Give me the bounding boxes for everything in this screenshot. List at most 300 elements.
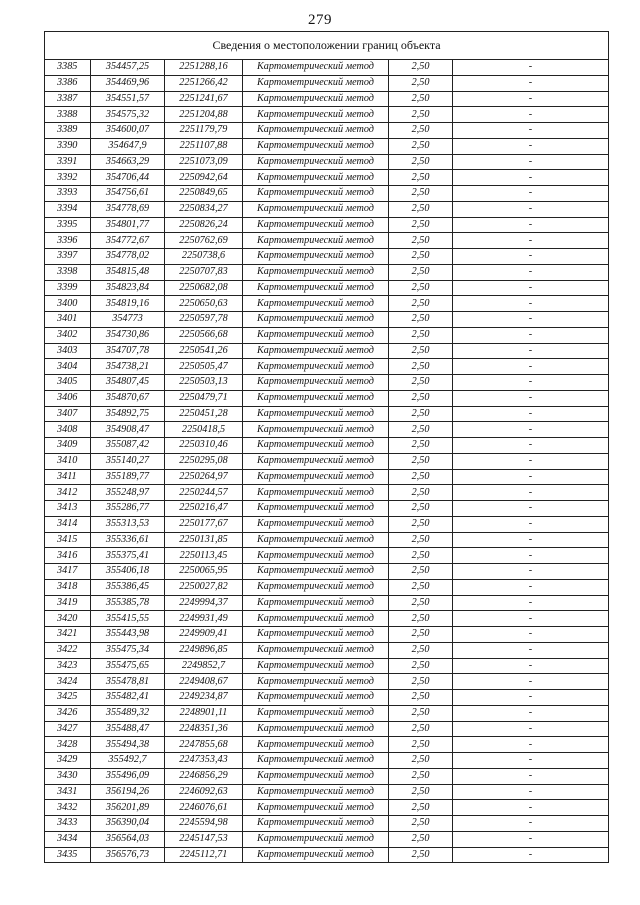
description-cell: -: [453, 107, 609, 123]
method-cell: Картометрический метод: [243, 249, 389, 265]
method-cell: Картометрический метод: [243, 280, 389, 296]
coord-x-cell: 354778,69: [91, 201, 165, 217]
table-row: [45, 579, 609, 595]
accuracy-cell: 2,50: [389, 60, 453, 76]
coord-y-cell: 2250597,78: [165, 312, 243, 328]
coord-y-cell: 2249234,87: [165, 690, 243, 706]
table-row: [45, 343, 609, 359]
method-cell: Картометрический метод: [243, 406, 389, 422]
accuracy-cell: 2,50: [389, 721, 453, 737]
table-row: [45, 642, 609, 658]
accuracy-cell: 2,50: [389, 800, 453, 816]
description-cell: -: [453, 784, 609, 800]
accuracy-cell: 2,50: [389, 359, 453, 375]
coord-y-cell: 2246076,61: [165, 800, 243, 816]
table-row: [45, 501, 609, 517]
method-cell: Картометрический метод: [243, 154, 389, 170]
point-number-cell: 3433: [45, 816, 91, 832]
accuracy-cell: 2,50: [389, 438, 453, 454]
table-row: [45, 75, 609, 91]
point-number-cell: 3411: [45, 469, 91, 485]
point-number-cell: 3410: [45, 453, 91, 469]
coord-x-cell: 354815,48: [91, 264, 165, 280]
point-number-cell: 3434: [45, 831, 91, 847]
point-number-cell: 3385: [45, 60, 91, 76]
accuracy-cell: 2,50: [389, 233, 453, 249]
accuracy-cell: 2,50: [389, 264, 453, 280]
accuracy-cell: 2,50: [389, 249, 453, 265]
coord-y-cell: 2250244,57: [165, 485, 243, 501]
point-number-cell: 3431: [45, 784, 91, 800]
description-cell: -: [453, 280, 609, 296]
accuracy-cell: 2,50: [389, 280, 453, 296]
point-number-cell: 3420: [45, 611, 91, 627]
method-cell: Картометрический метод: [243, 438, 389, 454]
coord-x-cell: 356564,03: [91, 831, 165, 847]
point-number-cell: 3402: [45, 327, 91, 343]
method-cell: Картометрический метод: [243, 485, 389, 501]
point-number-cell: 3386: [45, 75, 91, 91]
method-cell: Картометрический метод: [243, 107, 389, 123]
table-row: [45, 831, 609, 847]
coord-y-cell: 2250065,95: [165, 564, 243, 580]
description-cell: -: [453, 359, 609, 375]
point-number-cell: 3393: [45, 186, 91, 202]
method-cell: Картометрический метод: [243, 642, 389, 658]
point-number-cell: 3412: [45, 485, 91, 501]
table-row: [45, 438, 609, 454]
accuracy-cell: 2,50: [389, 453, 453, 469]
coord-y-cell: 2249896,85: [165, 642, 243, 658]
point-number-cell: 3397: [45, 249, 91, 265]
table-row: [45, 138, 609, 154]
description-cell: -: [453, 138, 609, 154]
point-number-cell: 3435: [45, 847, 91, 863]
method-cell: Картометрический метод: [243, 611, 389, 627]
table-row: [45, 721, 609, 737]
coord-y-cell: 2250505,47: [165, 359, 243, 375]
description-cell: -: [453, 753, 609, 769]
coord-y-cell: 2250264,97: [165, 469, 243, 485]
accuracy-cell: 2,50: [389, 375, 453, 391]
method-cell: Картометрический метод: [243, 564, 389, 580]
description-cell: -: [453, 737, 609, 753]
coord-y-cell: 2250738,6: [165, 249, 243, 265]
coordinates-table-container: [44, 31, 608, 863]
point-number-cell: 3404: [45, 359, 91, 375]
coord-y-cell: 2247855,68: [165, 737, 243, 753]
coord-x-cell: 354908,47: [91, 422, 165, 438]
description-cell: -: [453, 595, 609, 611]
method-cell: Картометрический метод: [243, 422, 389, 438]
accuracy-cell: 2,50: [389, 138, 453, 154]
table-row: [45, 359, 609, 375]
table-row: [45, 800, 609, 816]
coord-y-cell: 2248901,11: [165, 705, 243, 721]
coord-y-cell: 2249931,49: [165, 611, 243, 627]
coord-y-cell: 2250479,71: [165, 390, 243, 406]
coord-x-cell: 354575,32: [91, 107, 165, 123]
description-cell: -: [453, 217, 609, 233]
table-row: [45, 658, 609, 674]
point-number-cell: 3388: [45, 107, 91, 123]
accuracy-cell: 2,50: [389, 674, 453, 690]
accuracy-cell: 2,50: [389, 485, 453, 501]
table-row: [45, 312, 609, 328]
table-row: [45, 784, 609, 800]
point-number-cell: 3415: [45, 532, 91, 548]
coord-x-cell: 355478,81: [91, 674, 165, 690]
description-cell: -: [453, 611, 609, 627]
coord-x-cell: 354600,07: [91, 123, 165, 139]
description-cell: -: [453, 296, 609, 312]
point-number-cell: 3432: [45, 800, 91, 816]
method-cell: Картометрический метод: [243, 201, 389, 217]
table-row: [45, 170, 609, 186]
coord-x-cell: 355286,77: [91, 501, 165, 517]
method-cell: Картометрический метод: [243, 548, 389, 564]
description-cell: -: [453, 642, 609, 658]
method-cell: Картометрический метод: [243, 469, 389, 485]
coord-y-cell: 2249909,41: [165, 627, 243, 643]
method-cell: Картометрический метод: [243, 847, 389, 863]
method-cell: Картометрический метод: [243, 753, 389, 769]
accuracy-cell: 2,50: [389, 75, 453, 91]
accuracy-cell: 2,50: [389, 343, 453, 359]
point-number-cell: 3428: [45, 737, 91, 753]
accuracy-cell: 2,50: [389, 107, 453, 123]
coord-x-cell: 355475,65: [91, 658, 165, 674]
accuracy-cell: 2,50: [389, 595, 453, 611]
coord-y-cell: 2245147,53: [165, 831, 243, 847]
point-number-cell: 3424: [45, 674, 91, 690]
coord-x-cell: 356201,89: [91, 800, 165, 816]
accuracy-cell: 2,50: [389, 516, 453, 532]
method-cell: Картометрический метод: [243, 674, 389, 690]
table-row: [45, 233, 609, 249]
point-number-cell: 3413: [45, 501, 91, 517]
coord-x-cell: 354807,45: [91, 375, 165, 391]
table-row: [45, 249, 609, 265]
method-cell: Картометрический метод: [243, 123, 389, 139]
accuracy-cell: 2,50: [389, 406, 453, 422]
table-row: [45, 847, 609, 863]
point-number-cell: 3394: [45, 201, 91, 217]
method-cell: Картометрический метод: [243, 831, 389, 847]
coord-x-cell: 356194,26: [91, 784, 165, 800]
coord-x-cell: 355482,41: [91, 690, 165, 706]
table-row: [45, 548, 609, 564]
description-cell: -: [453, 548, 609, 564]
coord-x-cell: 355488,47: [91, 721, 165, 737]
table-row: [45, 264, 609, 280]
description-cell: -: [453, 75, 609, 91]
coord-x-cell: 355443,98: [91, 627, 165, 643]
method-cell: Картометрический метод: [243, 595, 389, 611]
coord-y-cell: 2250503,13: [165, 375, 243, 391]
point-number-cell: 3427: [45, 721, 91, 737]
method-cell: Картометрический метод: [243, 233, 389, 249]
method-cell: Картометрический метод: [243, 138, 389, 154]
point-number-cell: 3396: [45, 233, 91, 249]
coord-y-cell: 2250566,68: [165, 327, 243, 343]
description-cell: -: [453, 438, 609, 454]
coord-y-cell: 2250295,08: [165, 453, 243, 469]
point-number-cell: 3398: [45, 264, 91, 280]
description-cell: -: [453, 406, 609, 422]
accuracy-cell: 2,50: [389, 564, 453, 580]
accuracy-cell: 2,50: [389, 831, 453, 847]
table-row: [45, 516, 609, 532]
coord-x-cell: 354773: [91, 312, 165, 328]
coord-y-cell: 2250216,47: [165, 501, 243, 517]
description-cell: -: [453, 186, 609, 202]
accuracy-cell: 2,50: [389, 816, 453, 832]
point-number-cell: 3408: [45, 422, 91, 438]
accuracy-cell: 2,50: [389, 532, 453, 548]
table-row: [45, 611, 609, 627]
point-number-cell: 3418: [45, 579, 91, 595]
point-number-cell: 3409: [45, 438, 91, 454]
point-number-cell: 3429: [45, 753, 91, 769]
coord-x-cell: 354647,9: [91, 138, 165, 154]
table-row: [45, 532, 609, 548]
method-cell: Картометрический метод: [243, 784, 389, 800]
method-cell: Картометрический метод: [243, 375, 389, 391]
coord-x-cell: 354706,44: [91, 170, 165, 186]
method-cell: Картометрический метод: [243, 516, 389, 532]
table-row: [45, 201, 609, 217]
coord-y-cell: 2246856,29: [165, 768, 243, 784]
coord-y-cell: 2248351,36: [165, 721, 243, 737]
table-row: [45, 186, 609, 202]
coord-x-cell: 355475,34: [91, 642, 165, 658]
description-cell: -: [453, 674, 609, 690]
accuracy-cell: 2,50: [389, 753, 453, 769]
accuracy-cell: 2,50: [389, 611, 453, 627]
point-number-cell: 3392: [45, 170, 91, 186]
point-number-cell: 3391: [45, 154, 91, 170]
coord-x-cell: 355087,42: [91, 438, 165, 454]
description-cell: -: [453, 579, 609, 595]
coord-y-cell: 2250451,28: [165, 406, 243, 422]
coord-y-cell: 2246092,63: [165, 784, 243, 800]
coord-x-cell: 354738,21: [91, 359, 165, 375]
accuracy-cell: 2,50: [389, 469, 453, 485]
accuracy-cell: 2,50: [389, 705, 453, 721]
description-cell: -: [453, 233, 609, 249]
coord-y-cell: 2250131,85: [165, 532, 243, 548]
method-cell: Картометрический метод: [243, 501, 389, 517]
coord-x-cell: 355336,61: [91, 532, 165, 548]
coord-y-cell: 2250027,82: [165, 579, 243, 595]
coord-y-cell: 2250113,45: [165, 548, 243, 564]
method-cell: Картометрический метод: [243, 800, 389, 816]
coord-y-cell: 2250707,83: [165, 264, 243, 280]
accuracy-cell: 2,50: [389, 312, 453, 328]
method-cell: Картометрический метод: [243, 390, 389, 406]
table-row: [45, 485, 609, 501]
coord-x-cell: 354663,29: [91, 154, 165, 170]
coord-x-cell: 354756,61: [91, 186, 165, 202]
table-row: [45, 674, 609, 690]
coordinates-table: [44, 31, 609, 863]
point-number-cell: 3387: [45, 91, 91, 107]
coord-x-cell: 354707,78: [91, 343, 165, 359]
description-cell: -: [453, 60, 609, 76]
table-row: [45, 453, 609, 469]
method-cell: Картометрический метод: [243, 768, 389, 784]
coord-y-cell: 2251179,79: [165, 123, 243, 139]
coord-y-cell: 2250418,5: [165, 422, 243, 438]
coord-y-cell: 2245112,71: [165, 847, 243, 863]
point-number-cell: 3390: [45, 138, 91, 154]
point-number-cell: 3400: [45, 296, 91, 312]
coord-y-cell: 2250849,65: [165, 186, 243, 202]
coord-x-cell: 355386,45: [91, 579, 165, 595]
description-cell: -: [453, 390, 609, 406]
table-row: [45, 737, 609, 753]
accuracy-cell: 2,50: [389, 737, 453, 753]
description-cell: -: [453, 453, 609, 469]
point-number-cell: 3422: [45, 642, 91, 658]
method-cell: Картометрический метод: [243, 453, 389, 469]
coord-x-cell: 354823,84: [91, 280, 165, 296]
coord-x-cell: 354778,02: [91, 249, 165, 265]
method-cell: Картометрический метод: [243, 186, 389, 202]
coord-y-cell: 2251288,16: [165, 60, 243, 76]
accuracy-cell: 2,50: [389, 768, 453, 784]
description-cell: -: [453, 123, 609, 139]
description-cell: -: [453, 627, 609, 643]
method-cell: Картометрический метод: [243, 217, 389, 233]
coord-x-cell: 355496,09: [91, 768, 165, 784]
description-cell: -: [453, 564, 609, 580]
method-cell: Картометрический метод: [243, 627, 389, 643]
method-cell: Картометрический метод: [243, 60, 389, 76]
coord-y-cell: 2250826,24: [165, 217, 243, 233]
accuracy-cell: 2,50: [389, 847, 453, 863]
description-cell: -: [453, 264, 609, 280]
coord-x-cell: 355415,55: [91, 611, 165, 627]
table-row: [45, 107, 609, 123]
method-cell: Картометрический метод: [243, 690, 389, 706]
method-cell: Картометрический метод: [243, 91, 389, 107]
accuracy-cell: 2,50: [389, 422, 453, 438]
description-cell: -: [453, 327, 609, 343]
coord-y-cell: 2250541,26: [165, 343, 243, 359]
accuracy-cell: 2,50: [389, 579, 453, 595]
coord-y-cell: 2249994,37: [165, 595, 243, 611]
point-number-cell: 3389: [45, 123, 91, 139]
table-row: [45, 469, 609, 485]
table-row: [45, 753, 609, 769]
method-cell: Картометрический метод: [243, 343, 389, 359]
method-cell: Картометрический метод: [243, 532, 389, 548]
table-row: [45, 390, 609, 406]
table-row: [45, 217, 609, 233]
point-number-cell: 3423: [45, 658, 91, 674]
coord-y-cell: 2250177,67: [165, 516, 243, 532]
method-cell: Картометрический метод: [243, 816, 389, 832]
description-cell: -: [453, 91, 609, 107]
coord-y-cell: 2250650,63: [165, 296, 243, 312]
coord-x-cell: 355375,41: [91, 548, 165, 564]
accuracy-cell: 2,50: [389, 186, 453, 202]
description-cell: -: [453, 532, 609, 548]
coord-y-cell: 2251073,09: [165, 154, 243, 170]
method-cell: Картометрический метод: [243, 721, 389, 737]
coord-x-cell: 354730,86: [91, 327, 165, 343]
accuracy-cell: 2,50: [389, 170, 453, 186]
accuracy-cell: 2,50: [389, 296, 453, 312]
coord-y-cell: 2247353,43: [165, 753, 243, 769]
coord-x-cell: 355489,32: [91, 705, 165, 721]
coord-y-cell: 2251266,42: [165, 75, 243, 91]
point-number-cell: 3395: [45, 217, 91, 233]
coord-x-cell: 355406,18: [91, 564, 165, 580]
coord-x-cell: 356390,04: [91, 816, 165, 832]
table-row: [45, 406, 609, 422]
coord-x-cell: 354870,67: [91, 390, 165, 406]
method-cell: Картометрический метод: [243, 170, 389, 186]
method-cell: Картометрический метод: [243, 327, 389, 343]
point-number-cell: 3419: [45, 595, 91, 611]
table-row: [45, 627, 609, 643]
coord-x-cell: 354801,77: [91, 217, 165, 233]
coord-y-cell: 2251107,88: [165, 138, 243, 154]
point-number-cell: 3406: [45, 390, 91, 406]
coord-x-cell: 354892,75: [91, 406, 165, 422]
description-cell: -: [453, 422, 609, 438]
table-row: [45, 280, 609, 296]
method-cell: Картометрический метод: [243, 312, 389, 328]
method-cell: Картометрический метод: [243, 737, 389, 753]
description-cell: -: [453, 249, 609, 265]
coord-x-cell: 355189,77: [91, 469, 165, 485]
coord-x-cell: 354457,25: [91, 60, 165, 76]
accuracy-cell: 2,50: [389, 690, 453, 706]
description-cell: -: [453, 831, 609, 847]
coord-x-cell: 354551,57: [91, 91, 165, 107]
description-cell: -: [453, 343, 609, 359]
accuracy-cell: 2,50: [389, 548, 453, 564]
description-cell: -: [453, 516, 609, 532]
description-cell: -: [453, 375, 609, 391]
description-cell: -: [453, 312, 609, 328]
coord-x-cell: 354469,96: [91, 75, 165, 91]
accuracy-cell: 2,50: [389, 658, 453, 674]
point-number-cell: 3405: [45, 375, 91, 391]
table-row: [45, 690, 609, 706]
coord-x-cell: 354772,67: [91, 233, 165, 249]
description-cell: -: [453, 201, 609, 217]
description-cell: -: [453, 170, 609, 186]
point-number-cell: 3417: [45, 564, 91, 580]
point-number-cell: 3399: [45, 280, 91, 296]
coord-y-cell: 2245594,98: [165, 816, 243, 832]
table-row: [45, 705, 609, 721]
point-number-cell: 3401: [45, 312, 91, 328]
accuracy-cell: 2,50: [389, 154, 453, 170]
description-cell: -: [453, 469, 609, 485]
accuracy-cell: 2,50: [389, 642, 453, 658]
point-number-cell: 3407: [45, 406, 91, 422]
table-row: [45, 123, 609, 139]
description-cell: -: [453, 768, 609, 784]
coord-y-cell: 2249852,7: [165, 658, 243, 674]
description-cell: -: [453, 705, 609, 721]
